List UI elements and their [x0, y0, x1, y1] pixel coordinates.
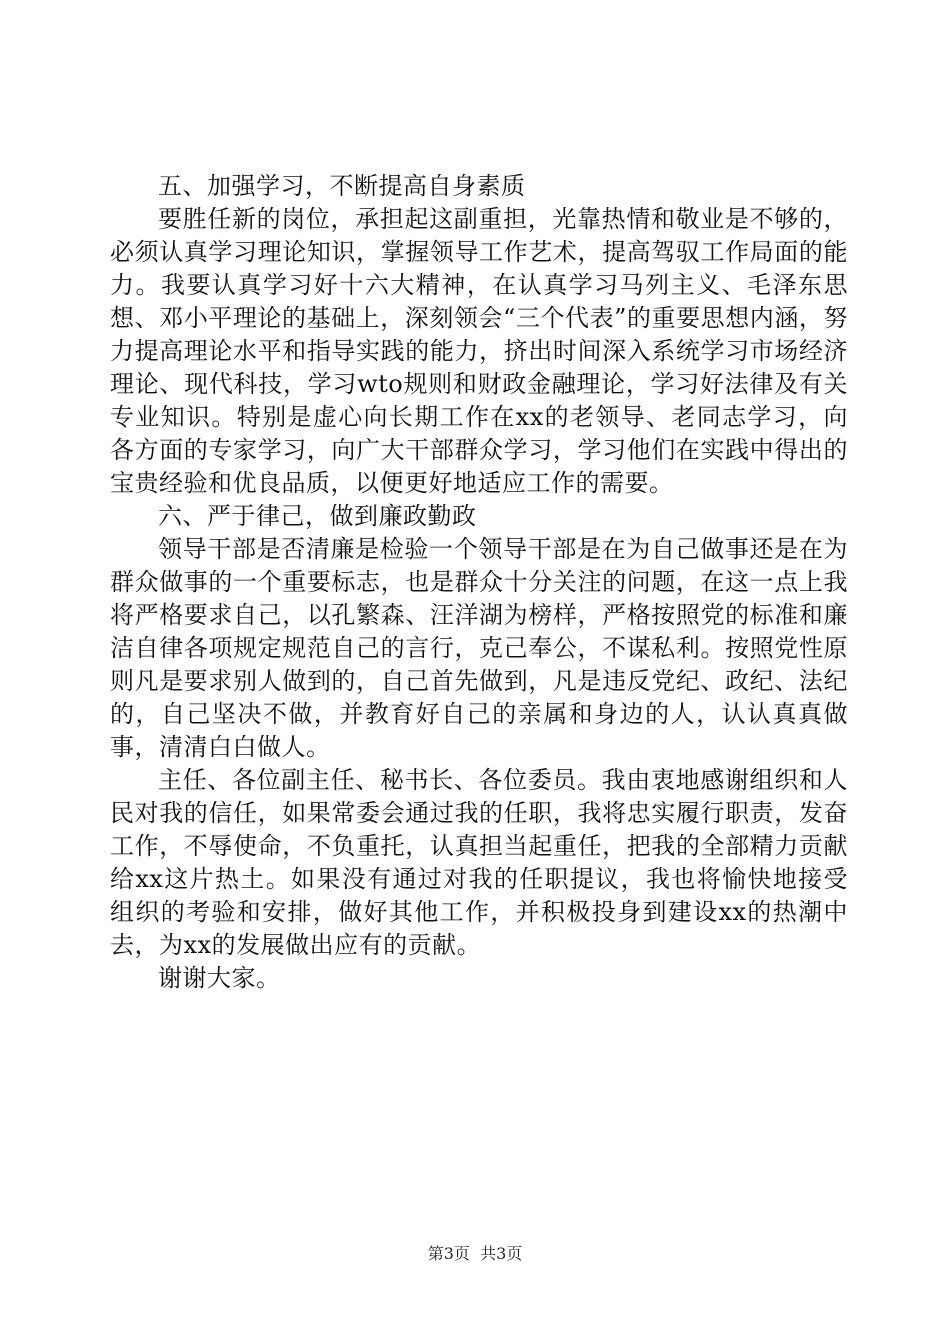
section-6-paragraph: 领导干部是否清廉是检验一个领导干部是在为自己做事还是在为群众做事的一个重要标志，也是群众十分关注的问题，在这一点上我将严格要求自己，以孔繁森、汪洋湖为榜样，严格按照党的标准和廉洁自律各项规定规范自己的言行，克己奉公，不谋私利。按照党性原则凡是要求别人做到的，自己首先做到，凡是违反党纪、政纪、法纪的，自己坚决不做，并教育好自己的亲属和身边的人，认认真真做事，清清白白做人。 — [110, 535, 848, 761]
page-number: 第3页 — [427, 1244, 470, 1263]
document-body — [110, 170, 848, 995]
section-5-paragraph: 要胜任新的岗位，承担起这副重担，光靠热情和敬业是不够的，必须认真学习理论知识，掌握领导工作艺术，提高驾驭工作局面的能力。我要认真学习好十六大精神，在认真学习马列主义、毛泽东思想、邓小平理论的基础上，深刻领会“三个代表”的重要思想内涵，努力提高理论水平和指导实践的能力，挤出时间深入系统学习市场经济理论、现代科技，学习wto规则和财政金融理论，学习好法律及有关专业知识。特别是虚心向长期工作在xx的老领导、老同志学习，向各方面的专家学习，向广大干部群众学习，学习他们在实践中得出的宝贵经验和优良品质，以便更好地适应工作的需要。 — [110, 205, 848, 497]
page-footer — [0, 1244, 950, 1264]
section-5-heading: 五、加强学习，不断提高自身素质 — [158, 172, 526, 200]
section-6-heading: 六、严于律己，做到廉政勤政 — [158, 502, 477, 530]
closing-paragraph: 主任、各位副主任、秘书长、各位委员。我由衷地感谢组织和人民对我的信任，如果常委会通过我的任职，我将忠实履行职责，发奋工作，不辱使命，不负重托，认真担当起重任，把我的全部精力贡献给xx这片热土。如果没有通过对我的任职提议，我也将愉快地接受组织的考验和安排，做好其他工作，并积极投身到建设xx的热潮中去，为xx的发展做出应有的贡献。 — [110, 766, 848, 959]
thanks-line: 谢谢大家。 — [158, 964, 281, 992]
page-total: 共3页 — [480, 1244, 523, 1263]
